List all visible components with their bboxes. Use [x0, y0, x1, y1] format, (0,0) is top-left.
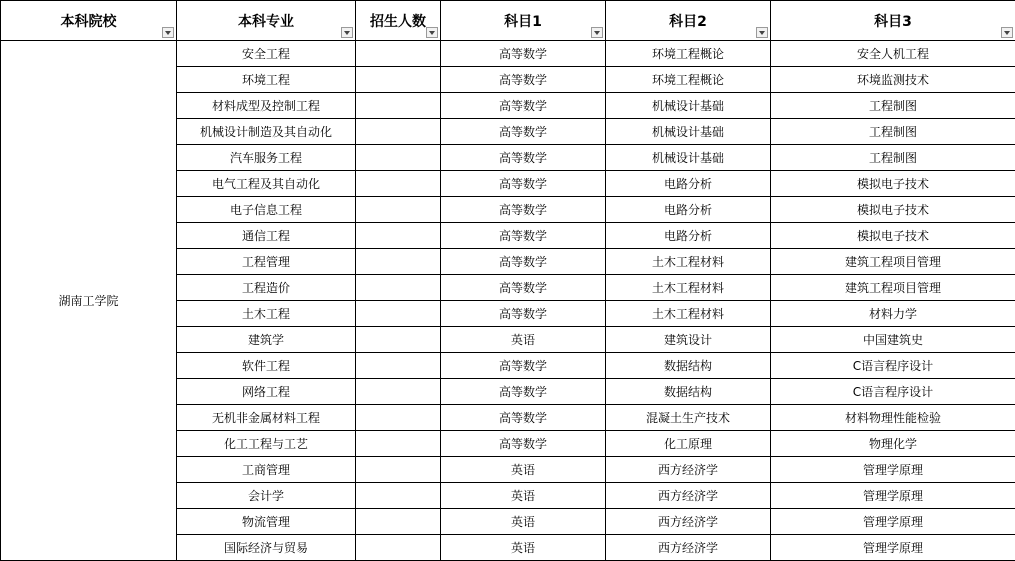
subject1-cell[interactable]: 高等数学	[441, 275, 606, 301]
subject1-cell[interactable]: 高等数学	[441, 171, 606, 197]
subject2-cell[interactable]: 机械设计基础	[606, 93, 771, 119]
major-cell[interactable]: 材料成型及控制工程	[177, 93, 356, 119]
subject2-cell[interactable]: 机械设计基础	[606, 119, 771, 145]
subject1-cell[interactable]: 英语	[441, 327, 606, 353]
header-subject1-label: 科目1	[504, 13, 542, 30]
major-cell[interactable]: 通信工程	[177, 223, 356, 249]
quota-cell[interactable]	[356, 509, 441, 535]
quota-cell[interactable]	[356, 275, 441, 301]
subject2-cell[interactable]: 混凝土生产技术	[606, 405, 771, 431]
major-cell[interactable]: 工程管理	[177, 249, 356, 275]
subject3-cell[interactable]: 环境监测技术	[771, 67, 1015, 93]
subject3-cell[interactable]: 管理学原理	[771, 457, 1015, 483]
subject3-cell[interactable]: 管理学原理	[771, 535, 1015, 561]
subject2-cell[interactable]: 数据结构	[606, 353, 771, 379]
quota-cell[interactable]	[356, 171, 441, 197]
quota-cell[interactable]	[356, 249, 441, 275]
subject3-cell[interactable]: 材料力学	[771, 301, 1015, 327]
quota-cell[interactable]	[356, 93, 441, 119]
header-quota	[356, 1, 441, 41]
quota-cell[interactable]	[356, 457, 441, 483]
filter-dropdown-icon[interactable]	[591, 27, 603, 38]
header-quota-label: 招生人数	[370, 13, 426, 30]
major-cell[interactable]: 环境工程	[177, 67, 356, 93]
subject2-cell[interactable]: 电路分析	[606, 171, 771, 197]
quota-cell[interactable]	[356, 41, 441, 67]
subject1-cell[interactable]: 高等数学	[441, 93, 606, 119]
subject3-cell[interactable]: 工程制图	[771, 145, 1015, 171]
subject3-cell[interactable]: 模拟电子技术	[771, 171, 1015, 197]
major-cell[interactable]: 化工工程与工艺	[177, 431, 356, 457]
subject1-cell[interactable]: 高等数学	[441, 301, 606, 327]
subject1-cell[interactable]: 英语	[441, 457, 606, 483]
major-cell[interactable]: 工程造价	[177, 275, 356, 301]
major-cell[interactable]: 物流管理	[177, 509, 356, 535]
subject1-cell[interactable]: 高等数学	[441, 379, 606, 405]
subject3-cell[interactable]: 材料物理性能检验	[771, 405, 1015, 431]
subject3-cell[interactable]: C语言程序设计	[771, 353, 1015, 379]
major-cell[interactable]: 国际经济与贸易	[177, 535, 356, 561]
quota-cell[interactable]	[356, 67, 441, 93]
header-subject1	[441, 1, 606, 41]
subject1-cell[interactable]: 高等数学	[441, 119, 606, 145]
subject2-cell[interactable]: 数据结构	[606, 379, 771, 405]
filter-dropdown-icon[interactable]	[341, 27, 353, 38]
header-subject3	[771, 1, 1015, 41]
filter-dropdown-icon[interactable]	[1001, 27, 1013, 38]
quota-cell[interactable]	[356, 223, 441, 249]
major-cell[interactable]: 软件工程	[177, 353, 356, 379]
major-cell[interactable]: 机械设计制造及其自动化	[177, 119, 356, 145]
subject2-cell[interactable]: 西方经济学	[606, 483, 771, 509]
major-cell[interactable]: 无机非金属材料工程	[177, 405, 356, 431]
quota-cell[interactable]	[356, 327, 441, 353]
major-cell[interactable]: 会计学	[177, 483, 356, 509]
subject2-cell[interactable]: 环境工程概论	[606, 67, 771, 93]
subject1-cell[interactable]: 高等数学	[441, 197, 606, 223]
quota-cell[interactable]	[356, 405, 441, 431]
subject1-cell[interactable]: 高等数学	[441, 431, 606, 457]
major-cell[interactable]: 电气工程及其自动化	[177, 171, 356, 197]
major-cell[interactable]: 土木工程	[177, 301, 356, 327]
subject1-cell[interactable]: 高等数学	[441, 353, 606, 379]
subject2-cell[interactable]: 机械设计基础	[606, 145, 771, 171]
table-body	[1, 41, 1015, 561]
subject3-cell[interactable]: 管理学原理	[771, 509, 1015, 535]
subject1-cell[interactable]: 高等数学	[441, 41, 606, 67]
school-cell[interactable]: 湖南工学院	[1, 41, 177, 561]
subject1-cell[interactable]: 高等数学	[441, 249, 606, 275]
major-cell[interactable]: 建筑学	[177, 327, 356, 353]
quota-cell[interactable]	[356, 119, 441, 145]
subject3-cell[interactable]: C语言程序设计	[771, 379, 1015, 405]
major-cell[interactable]: 汽车服务工程	[177, 145, 356, 171]
major-cell[interactable]: 网络工程	[177, 379, 356, 405]
header-school-label: 本科院校	[60, 13, 117, 30]
subject3-cell[interactable]: 管理学原理	[771, 483, 1015, 509]
subject1-cell[interactable]: 英语	[441, 483, 606, 509]
subject2-cell[interactable]: 电路分析	[606, 223, 771, 249]
major-cell[interactable]: 电子信息工程	[177, 197, 356, 223]
subject3-cell[interactable]: 工程制图	[771, 119, 1015, 145]
subject1-cell[interactable]: 高等数学	[441, 67, 606, 93]
subject3-cell[interactable]: 建筑工程项目管理	[771, 249, 1015, 275]
subject1-cell[interactable]: 英语	[441, 509, 606, 535]
major-cell[interactable]: 安全工程	[177, 41, 356, 67]
header-subject2-label: 科目2	[669, 13, 707, 30]
filter-dropdown-icon[interactable]	[162, 27, 174, 38]
major-cell[interactable]: 工商管理	[177, 457, 356, 483]
subject2-cell[interactable]: 化工原理	[606, 431, 771, 457]
table-row	[1, 41, 1015, 67]
header-row	[1, 1, 1015, 41]
header-subject3-label: 科目3	[874, 13, 912, 30]
subject2-cell[interactable]: 电路分析	[606, 197, 771, 223]
subject3-cell[interactable]: 建筑工程项目管理	[771, 275, 1015, 301]
quota-cell[interactable]	[356, 353, 441, 379]
subject3-cell[interactable]: 工程制图	[771, 93, 1015, 119]
subject1-cell[interactable]: 英语	[441, 535, 606, 561]
subject2-cell[interactable]: 土木工程材料	[606, 249, 771, 275]
quota-cell[interactable]	[356, 301, 441, 327]
subject3-cell[interactable]: 安全人机工程	[771, 41, 1015, 67]
subject3-cell[interactable]: 模拟电子技术	[771, 197, 1015, 223]
subject3-cell[interactable]: 模拟电子技术	[771, 223, 1015, 249]
subject3-cell[interactable]: 物理化学	[771, 431, 1015, 457]
subject2-cell[interactable]: 西方经济学	[606, 509, 771, 535]
header-school	[1, 1, 177, 41]
header-major	[177, 1, 356, 41]
subject2-cell[interactable]: 西方经济学	[606, 535, 771, 561]
subject2-cell[interactable]: 西方经济学	[606, 457, 771, 483]
quota-cell[interactable]	[356, 197, 441, 223]
subject1-cell[interactable]: 高等数学	[441, 405, 606, 431]
filter-dropdown-icon[interactable]	[426, 27, 438, 38]
subject2-cell[interactable]: 土木工程材料	[606, 301, 771, 327]
subject1-cell[interactable]: 高等数学	[441, 223, 606, 249]
subject2-cell[interactable]: 土木工程材料	[606, 275, 771, 301]
subject2-cell[interactable]: 环境工程概论	[606, 41, 771, 67]
subject2-cell[interactable]: 建筑设计	[606, 327, 771, 353]
subject3-cell[interactable]: 中国建筑史	[771, 327, 1015, 353]
quota-cell[interactable]	[356, 483, 441, 509]
quota-cell[interactable]	[356, 145, 441, 171]
quota-cell[interactable]	[356, 379, 441, 405]
quota-cell[interactable]	[356, 431, 441, 457]
quota-cell[interactable]	[356, 535, 441, 561]
header-major-label: 本科专业	[238, 13, 294, 30]
subject1-cell[interactable]: 高等数学	[441, 145, 606, 171]
filter-dropdown-icon[interactable]	[756, 27, 768, 38]
header-subject2	[606, 1, 771, 41]
